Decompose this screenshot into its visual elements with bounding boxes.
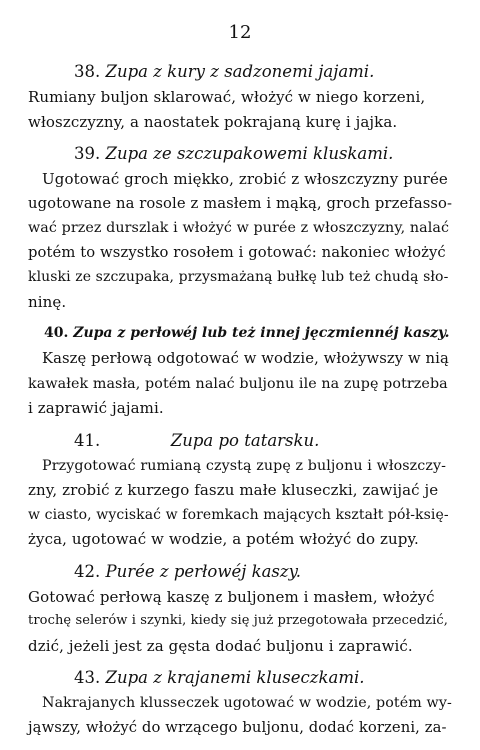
text-line: potém to wszystko rosołem i gotować: nakoniec włożyć (28, 243, 446, 261)
recipe-title (28, 58, 452, 85)
recipe-title (28, 140, 452, 167)
text-line: Gotować perłową kaszę z buljonem i masłem, włożyć (28, 587, 435, 606)
recipe-number: 39. (74, 144, 101, 163)
text-line: życa, ugotować w wodzie, a potém włożyć do zupy. (28, 530, 419, 548)
recipe-38 (28, 58, 452, 134)
recipe-text (28, 454, 452, 552)
recipe-name: Zupa z kury z sadzonemi jajami. (105, 62, 375, 81)
text-line: Ugotować groch miękko, zrobić z włoszczyzny purée (42, 170, 448, 188)
text-line: ninę. (28, 292, 67, 311)
text-line: zny, zrobić z kurzego faszu małe kluseczki, zawijać je (28, 481, 439, 499)
text-line: włoszczyzny, a naostatek pokrajaną kurę i jajka. (28, 112, 398, 131)
recipe-title (28, 664, 452, 691)
text-line: kluski ze szczupaka, przysmażaną bułkę lub też chudą sło- (28, 269, 449, 285)
recipe-text (28, 347, 452, 421)
recipe-title (28, 558, 452, 585)
text-line: Rumiany buljon sklarować, włożyć w niego korzeni, (28, 88, 426, 106)
recipe-name: Zupa ze szczupakowemi kluskami. (105, 144, 394, 163)
recipe-43 (28, 664, 452, 740)
text-line: Kaszę perłową odgotować w wodzie, włożywszy w nią (42, 350, 449, 367)
recipe-number: 42. (74, 561, 101, 581)
text-line: dzić, jeżeli jest za gęsta dodać buljonu i zaprawić. (28, 636, 413, 655)
text-line: trochę selerów i szynki, kiedy się już przegotowała przecedzić, (28, 613, 449, 628)
recipe-title (28, 427, 452, 454)
recipe-number: 40. (44, 325, 69, 341)
recipe-number: 43. (74, 668, 101, 687)
recipe-list (28, 58, 452, 746)
page-number: 12 (228, 22, 252, 43)
recipe-title (28, 320, 452, 347)
recipe-42 (28, 558, 452, 659)
text-line: ugotowane na rosole z masłem i mąką, groch przefasso- (28, 194, 453, 212)
recipe-number: 38. (74, 62, 101, 81)
recipe-41 (28, 427, 452, 552)
recipe-text (28, 85, 452, 134)
recipe-40 (28, 320, 452, 421)
text-line: jąwszy, włożyć do wrzącego buljonu, dodać korzeni, za- (28, 718, 447, 736)
text-line: w ciasto, wyciskać w foremkach mających kształt pół-księ- (28, 506, 449, 523)
recipe-name: Zupa po tatarsku. (170, 430, 320, 450)
text-line: Przygotować rumianą czystą zupę z buljonu i włoszczy- (42, 457, 447, 474)
text-line: Nakrajanych klusseczek ugotować w wodzie, potém wy- (42, 695, 452, 711)
recipe-text (28, 691, 452, 740)
recipe-name: Zupa z perłowéj lub też innej jęczmiennéj kaszy. (73, 325, 450, 341)
recipe-text (28, 585, 452, 659)
recipe-number: 41. (74, 430, 101, 450)
recipe-text (28, 167, 452, 314)
text-line: kawałek masła, potém nalać buljonu ile na zupę potrzeba (28, 375, 448, 392)
text-line: i zaprawić jajami. (28, 399, 164, 417)
recipe-39 (28, 140, 452, 314)
text-line: wać przez durszlak i włożyć w purée z włoszczyzny, nalać (28, 220, 450, 236)
recipe-name: Zupa z krajanemi kluseczkami. (105, 668, 365, 687)
recipe-name: Purée z perłowéj kaszy. (105, 561, 301, 581)
